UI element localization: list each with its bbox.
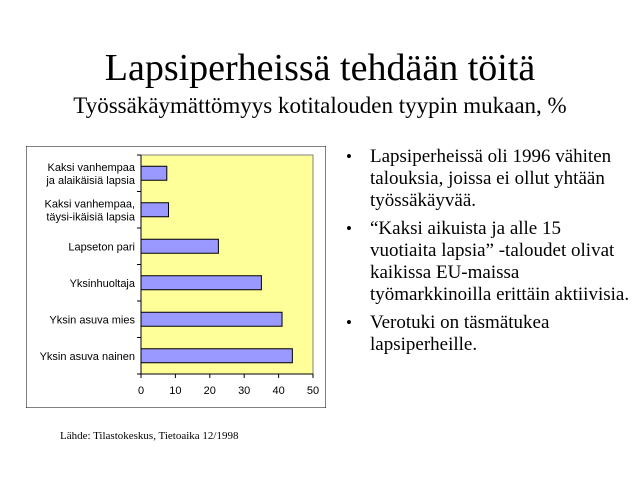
bullet-item	[340, 312, 630, 356]
bullet-item	[340, 218, 630, 306]
category-label-line: Yksin asuva nainen	[39, 350, 135, 363]
bar	[141, 276, 261, 290]
category-label	[70, 278, 136, 290]
category-label-line: Yksin asuva mies	[49, 314, 135, 327]
category-label	[45, 162, 136, 187]
category-label-line: Lapseton pari	[68, 241, 135, 254]
slide-title: Lapsiperheissä tehdään töitä	[104, 47, 536, 89]
x-tick-label: 10	[169, 385, 182, 397]
source-note: Lähde: Tilastokeskus, Tietoaika 12/1998	[60, 430, 239, 442]
x-tick-label: 20	[203, 385, 216, 397]
x-tick-label: 30	[238, 385, 251, 397]
category-label-line: täysi-ikäisiä lapsia	[46, 211, 135, 224]
bullet-item	[340, 146, 630, 212]
bar	[141, 166, 167, 180]
bar	[141, 349, 292, 363]
bullet-icon: •	[346, 147, 352, 166]
category-label-line: ja alaikäisiä lapsia	[46, 174, 135, 187]
bullet-icon: •	[346, 313, 352, 332]
x-tick-label: 40	[272, 385, 285, 397]
bar	[141, 239, 218, 253]
bar-chart	[26, 146, 326, 408]
bullet-icon: •	[346, 219, 352, 238]
category-label	[49, 314, 135, 326]
category-label-line: Yksinhuoltaja	[69, 277, 135, 290]
bar	[141, 203, 169, 217]
category-label-line: Kaksi vanhempaa	[47, 161, 135, 174]
bullet-text: Verotuki on täsmätukea lapsiperheille.	[370, 312, 550, 355]
slide-subtitle: Työssäkäymättömyys kotitalouden tyypin mukaan, %	[73, 93, 567, 118]
category-label	[68, 241, 135, 253]
category-label	[45, 198, 136, 223]
category-label	[40, 351, 135, 363]
plot-area	[141, 155, 313, 374]
bar	[141, 312, 282, 326]
x-tick-label: 50	[306, 385, 320, 397]
bullet-list	[340, 146, 630, 362]
x-tick-label: 0	[137, 385, 145, 397]
bullet-text: Lapsiperheissä oli 1996 vähiten talouksia, joissa ei ollut yhtään työssäkäyvää.	[370, 146, 612, 211]
bullet-text: “Kaksi aikuista ja alle 15 vuotiaita lapsia” -taloudet olivat kaikissa EU-maissa työmarkkinoilla erittäin aktiivisia.	[370, 218, 630, 305]
category-label-line: Kaksi vanhempaa,	[44, 198, 135, 211]
